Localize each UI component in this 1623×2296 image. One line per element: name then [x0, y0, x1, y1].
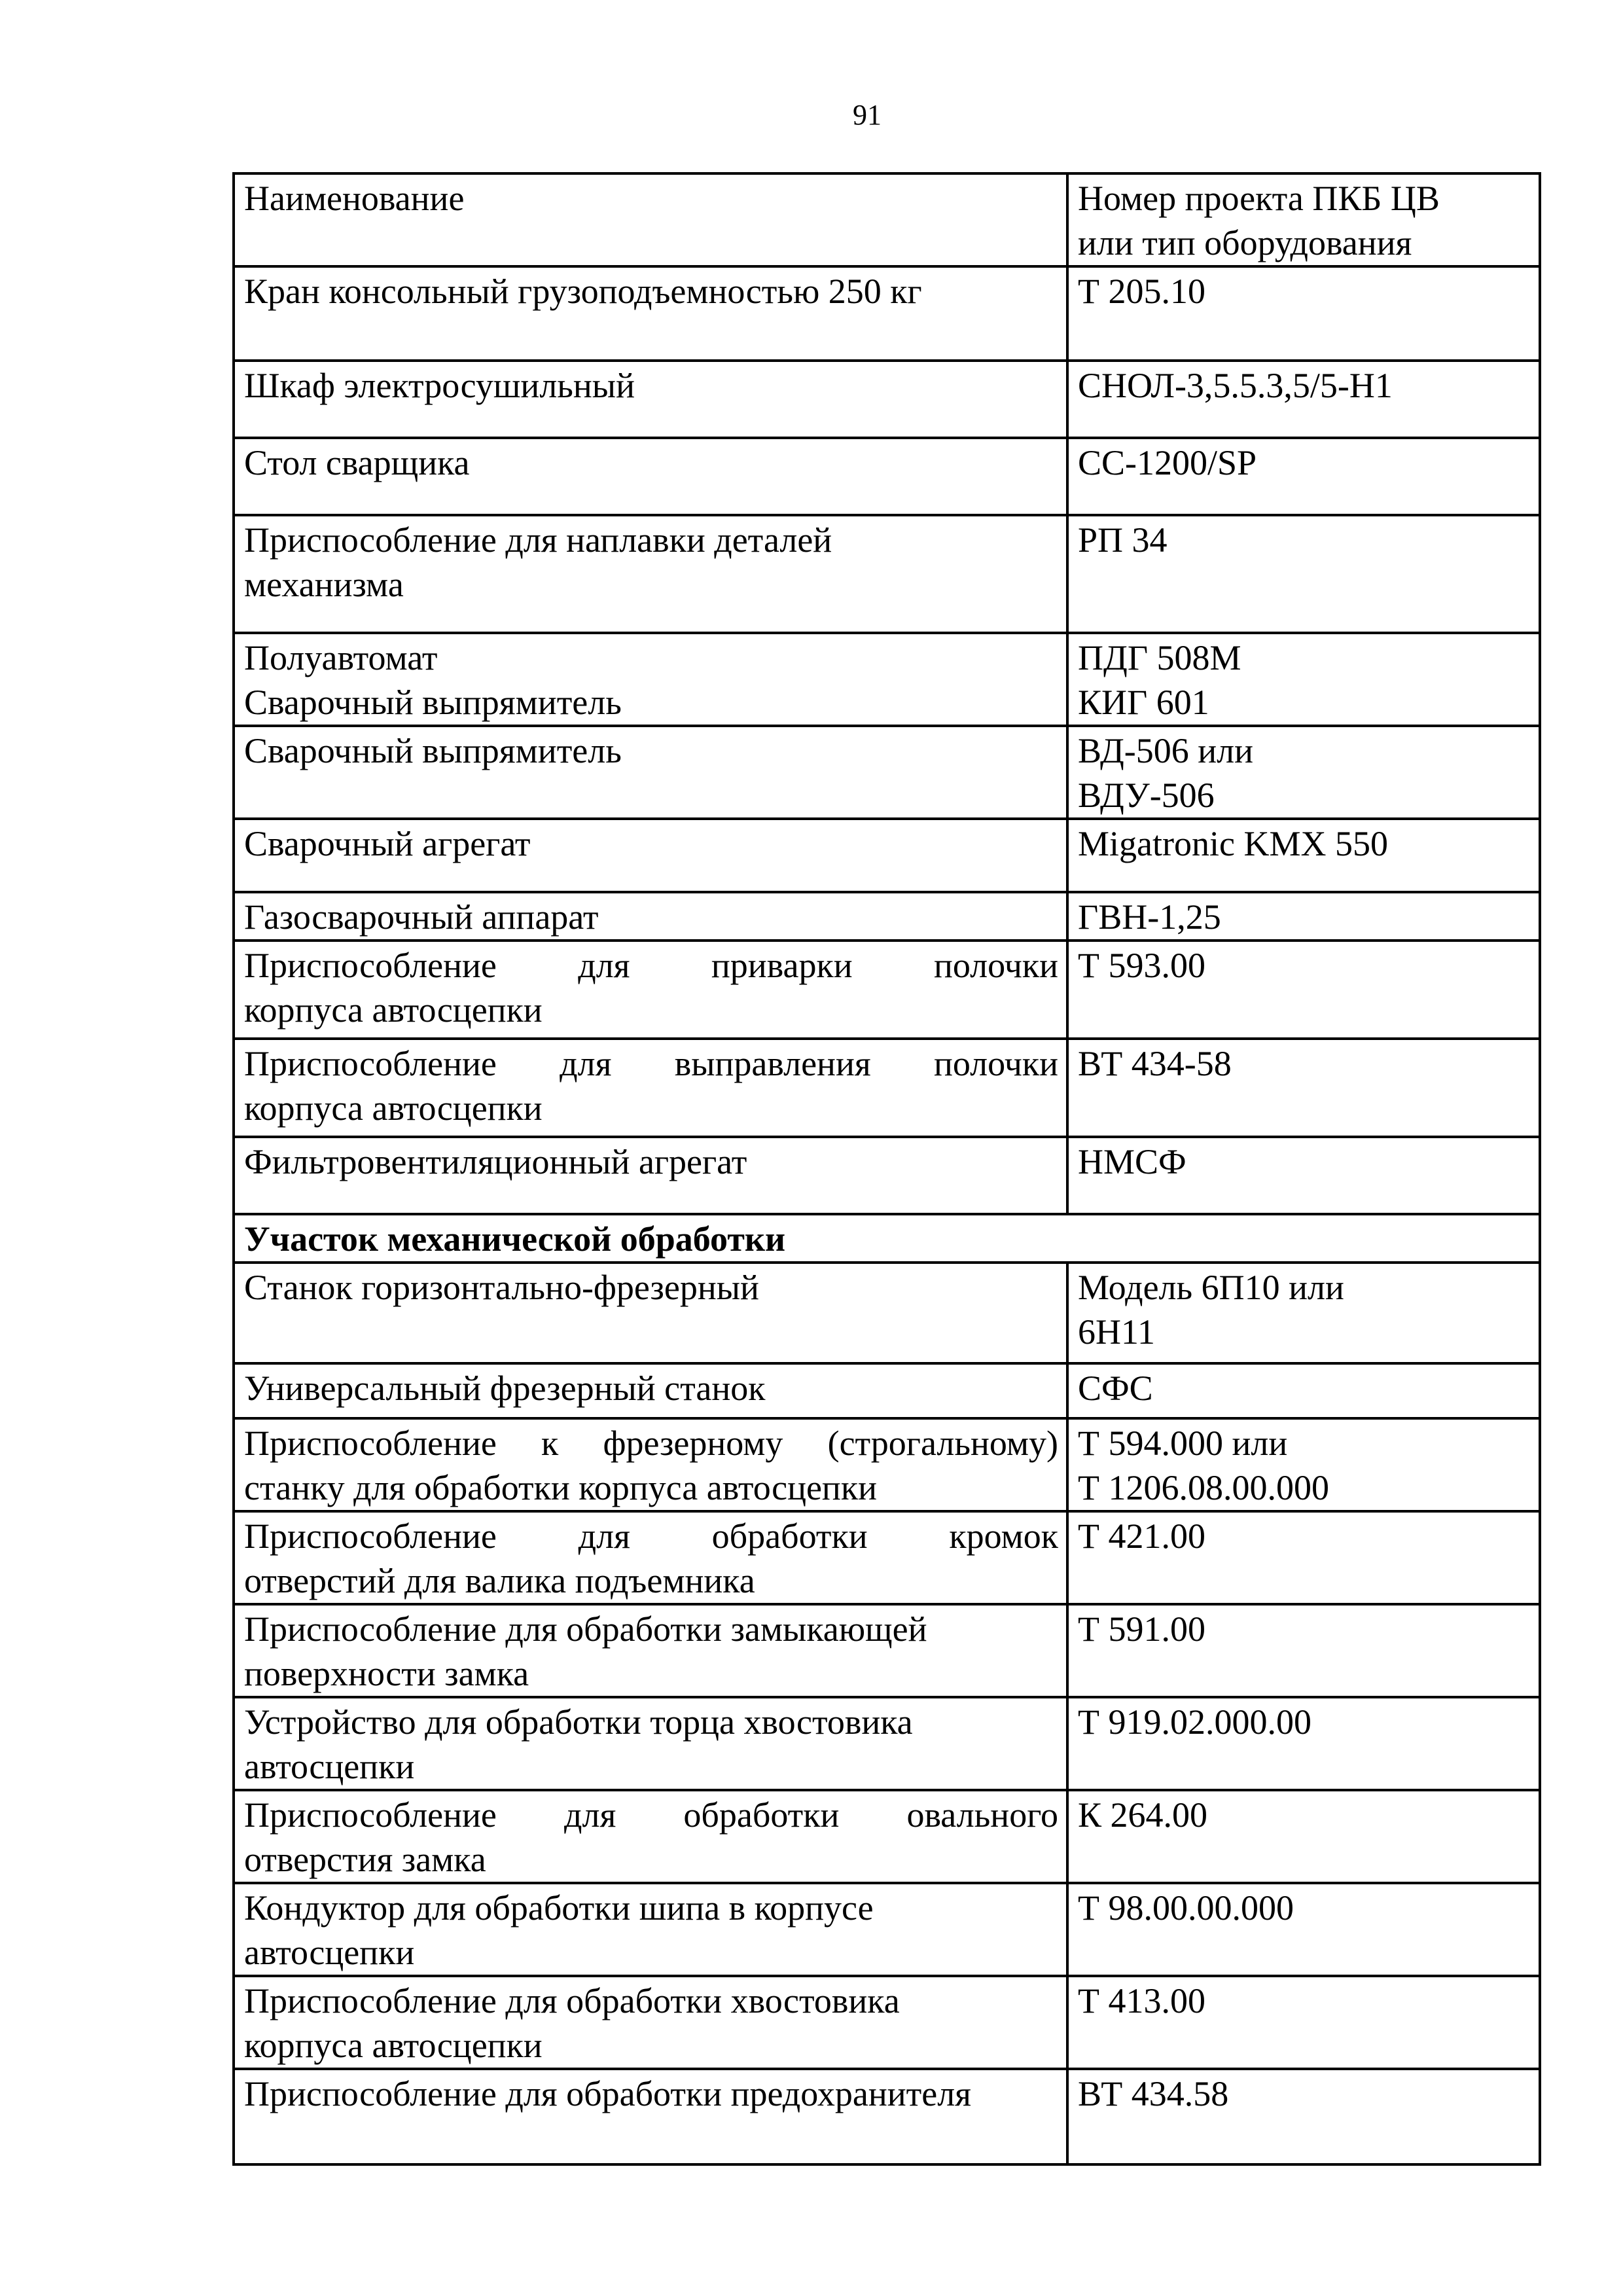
cell-text-line: Шкаф электросушильный	[244, 366, 635, 405]
table-row	[234, 266, 1540, 361]
table-row	[234, 1790, 1540, 1883]
project-code-cell	[1067, 1511, 1540, 1604]
cell-text-line: К 264.00	[1078, 1795, 1208, 1835]
project-code-cell	[1067, 1697, 1540, 1790]
cell-text-line: Стол сварщика	[244, 443, 470, 482]
cell-text-line: Полуавтомат	[244, 638, 438, 677]
equipment-name-cell	[234, 633, 1067, 726]
equipment-name-cell	[234, 1697, 1067, 1790]
cell-text-line: Т 919.02.000.00	[1078, 1702, 1311, 1742]
project-code-cell	[1067, 438, 1540, 515]
cell-text-line: отверстия замка	[244, 1840, 486, 1879]
table-row	[234, 726, 1540, 819]
table-row	[234, 1604, 1540, 1697]
cell-text-line: корпуса автосцепки	[244, 2026, 543, 2065]
project-code-cell	[1067, 2069, 1540, 2164]
project-code-cell	[1067, 1976, 1540, 2069]
table-row	[234, 892, 1540, 941]
equipment-name-cell	[234, 266, 1067, 361]
cell-text-line: Т 594.000 или	[1078, 1424, 1288, 1463]
equipment-name-cell	[234, 1039, 1067, 1137]
cell-text-line: Т 205.10	[1078, 272, 1205, 311]
table-header-row	[234, 173, 1540, 266]
cell-text-line: Приспособление для обработки замыкающей	[244, 1609, 927, 1649]
equipment-name-cell	[234, 438, 1067, 515]
cell-text-line: корпуса автосцепки	[244, 1088, 543, 1128]
project-code-cell	[1067, 633, 1540, 726]
project-code-cell	[1067, 515, 1540, 633]
table-row	[234, 633, 1540, 726]
cell-text-line: Сварочный агрегат	[244, 824, 531, 863]
table-row	[234, 1263, 1540, 1363]
equipment-name-cell	[234, 1418, 1067, 1511]
table-row	[234, 1418, 1540, 1511]
equipment-name-cell	[234, 1604, 1067, 1697]
cell-text-line: ПДГ 508М	[1078, 638, 1241, 677]
header-code-line: Номер проекта ПКБ ЦВ	[1078, 179, 1440, 218]
table-row	[234, 515, 1540, 633]
cell-text-line: автосцепки	[244, 1933, 415, 1972]
cell-text-line: Фильтровентиляционный агрегат	[244, 1142, 747, 1181]
cell-text-line: ВДУ-506	[1078, 776, 1215, 815]
table-row	[234, 1511, 1540, 1604]
cell-text-line: Т 1206.08.00.000	[1078, 1468, 1329, 1507]
equipment-table-body	[234, 173, 1540, 2164]
cell-text-line: КИГ 601	[1078, 683, 1209, 722]
cell-text-line: 6Н11	[1078, 1312, 1155, 1352]
cell-text-line: Приспособление для выправления полочки	[244, 1044, 1058, 1083]
cell-text-line: НМСФ	[1078, 1142, 1186, 1181]
project-code-cell	[1067, 819, 1540, 892]
project-code-cell	[1067, 1137, 1540, 1214]
equipment-name-cell	[234, 1363, 1067, 1418]
project-code-cell	[1067, 266, 1540, 361]
cell-text-line: Т 591.00	[1078, 1609, 1205, 1649]
cell-text-line: СНОЛ-3,5.5.3,5/5-Н1	[1078, 366, 1393, 405]
cell-text-line: Кондуктор для обработки шипа в корпусе	[244, 1888, 874, 1928]
cell-text-line: ВД-506 или	[1078, 731, 1254, 770]
cell-text-line: Приспособление для приварки полочки	[244, 946, 1058, 985]
cell-text-line: Устройство для обработки торца хвостовика	[244, 1702, 913, 1742]
project-code-cell	[1067, 1263, 1540, 1363]
cell-text-line: Станок горизонтально-фрезерный	[244, 1268, 759, 1307]
table-row	[234, 1883, 1540, 1976]
equipment-name-cell	[234, 1511, 1067, 1604]
project-code-cell	[1067, 1883, 1540, 1976]
header-name-cell	[234, 173, 1067, 266]
cell-text-line: Приспособление для обработки предохранителя	[244, 2074, 971, 2113]
cell-text-line: автосцепки	[244, 1747, 415, 1786]
page-number: 91	[853, 99, 882, 131]
project-code-cell	[1067, 1790, 1540, 1883]
cell-text-line: поверхности замка	[244, 1654, 529, 1693]
header-name: Наименование	[244, 179, 465, 218]
section-title: Участок механической обработки	[234, 1214, 1540, 1263]
cell-text-line: СС-1200/SP	[1078, 443, 1257, 482]
equipment-name-cell	[234, 1263, 1067, 1363]
cell-text-line: Migatronic KMX 550	[1078, 824, 1388, 863]
table-row	[234, 2069, 1540, 2164]
cell-text-line: Сварочный выпрямитель	[244, 731, 622, 770]
cell-text-line: Т 421.00	[1078, 1516, 1205, 1556]
cell-text-line: Приспособление для обработки хвостовика	[244, 1981, 900, 2020]
cell-text-line: механизма	[244, 565, 404, 604]
cell-text-line: Т 98.00.00.000	[1078, 1888, 1294, 1928]
table-row	[234, 1697, 1540, 1790]
project-code-cell	[1067, 1363, 1540, 1418]
cell-text-line: РП 34	[1078, 520, 1168, 560]
section-row	[234, 1214, 1540, 1263]
equipment-name-cell	[234, 361, 1067, 438]
cell-text-line: Кран консольный грузоподъемностью 250 кг	[244, 272, 922, 311]
cell-text-line: Приспособление для наплавки деталей	[244, 520, 832, 560]
cell-text-line: отверстий для валика подъемника	[244, 1561, 755, 1600]
equipment-name-cell	[234, 892, 1067, 941]
equipment-name-cell	[234, 515, 1067, 633]
equipment-name-cell	[234, 1976, 1067, 2069]
cell-text-line: Модель 6П10 или	[1078, 1268, 1344, 1307]
table-row	[234, 1363, 1540, 1418]
table-row	[234, 438, 1540, 515]
cell-text-line: Приспособление для обработки овального	[244, 1795, 1058, 1835]
project-code-cell	[1067, 1604, 1540, 1697]
cell-text-line: Сварочный выпрямитель	[244, 683, 622, 722]
project-code-cell	[1067, 941, 1540, 1039]
cell-text-line: ВТ 434.58	[1078, 2074, 1229, 2113]
table-row	[234, 1039, 1540, 1137]
table-row	[234, 361, 1540, 438]
header-code-line: или тип оборудования	[1078, 223, 1412, 262]
cell-text-line: Газосварочный аппарат	[244, 897, 599, 937]
equipment-name-cell	[234, 726, 1067, 819]
cell-text-line: ГВН-1,25	[1078, 897, 1221, 937]
cell-text-line: Т 593.00	[1078, 946, 1205, 985]
table-row	[234, 1137, 1540, 1214]
equipment-name-cell	[234, 1137, 1067, 1214]
project-code-cell	[1067, 892, 1540, 941]
cell-text-line: СФС	[1078, 1369, 1153, 1408]
cell-text-line: корпуса автосцепки	[244, 990, 543, 1030]
project-code-cell	[1067, 1039, 1540, 1137]
project-code-cell	[1067, 361, 1540, 438]
cell-text-line: Т 413.00	[1078, 1981, 1205, 2020]
cell-text-line: ВТ 434-58	[1078, 1044, 1232, 1083]
equipment-name-cell	[234, 2069, 1067, 2164]
header-code-cell	[1067, 173, 1540, 266]
equipment-name-cell	[234, 941, 1067, 1039]
cell-text-line: Приспособление к фрезерному (строгальному)	[244, 1424, 1058, 1463]
equipment-name-cell	[234, 1790, 1067, 1883]
equipment-name-cell	[234, 1883, 1067, 1976]
equipment-table	[232, 172, 1541, 2166]
cell-text-line: станку для обработки корпуса автосцепки	[244, 1468, 877, 1507]
cell-text-line: Универсальный фрезерный станок	[244, 1369, 766, 1408]
table-row	[234, 819, 1540, 892]
project-code-cell	[1067, 726, 1540, 819]
table-row	[234, 941, 1540, 1039]
project-code-cell	[1067, 1418, 1540, 1511]
table-row	[234, 1976, 1540, 2069]
cell-text-line: Приспособление для обработки кромок	[244, 1516, 1058, 1556]
equipment-name-cell	[234, 819, 1067, 892]
